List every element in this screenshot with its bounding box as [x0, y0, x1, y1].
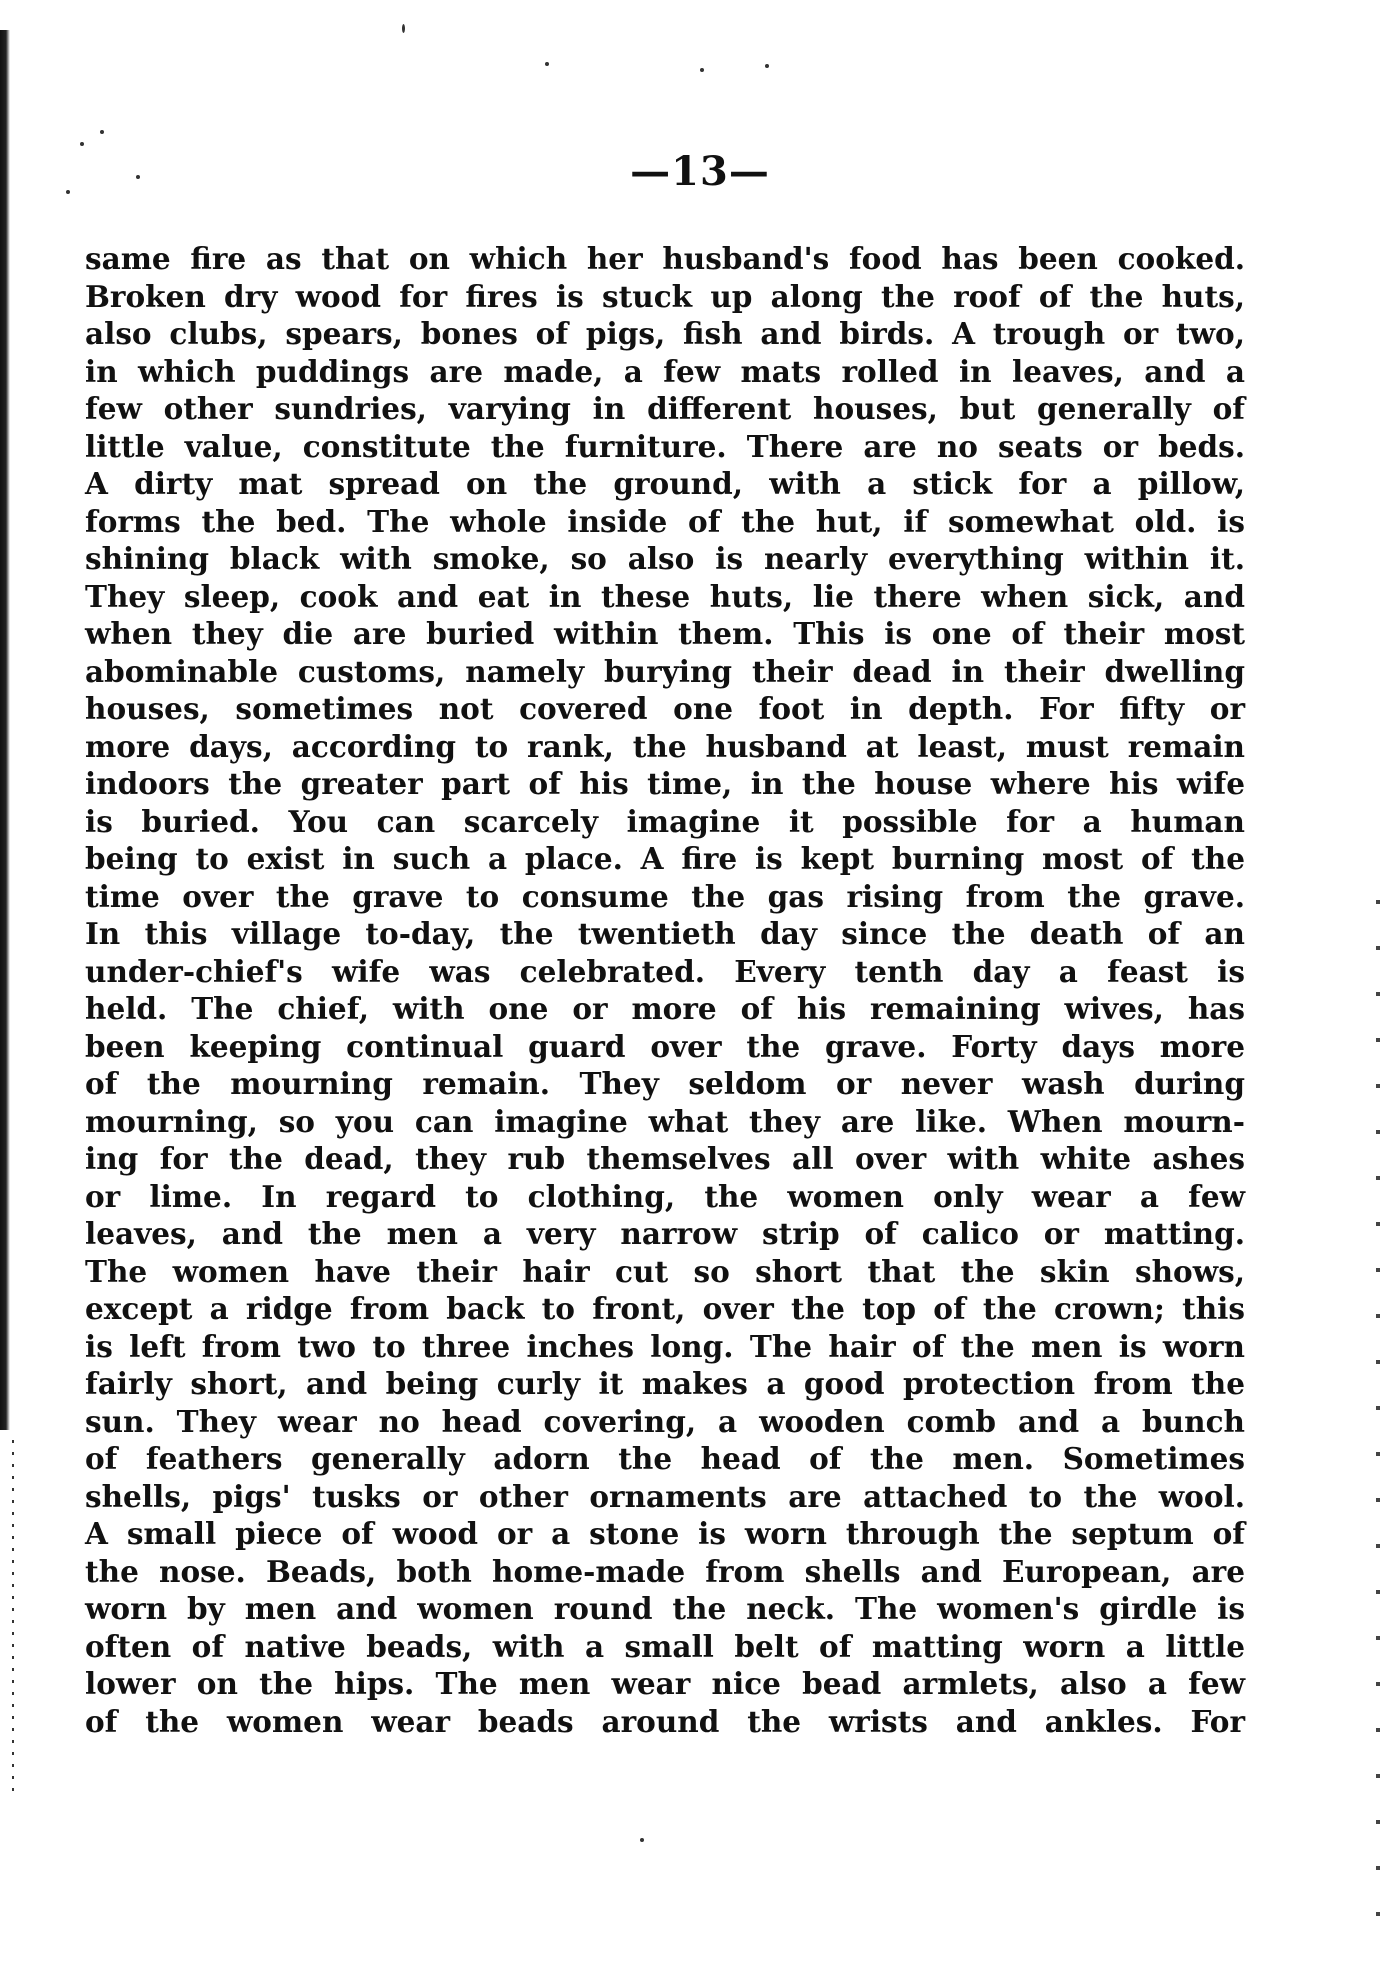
- text-line: of the mourning remain. They seldom or never wash during: [85, 1066, 1245, 1101]
- text-line: Broken dry wood for fires is stuck up along the roof of the huts,: [85, 278, 1245, 314]
- text-line: A dirty mat spread on the ground, with a stick for a pillow,: [85, 466, 1245, 501]
- text-line: same fire as that on which her husband's food has been cooked.: [85, 241, 1245, 276]
- ink-speck: [640, 1838, 644, 1842]
- text-line: is buried. You can scarcely imagine it possible for a human: [85, 803, 1245, 839]
- text-line: houses, sometimes not covered one foot in depth. For fifty or: [85, 691, 1245, 726]
- text-line: often of native beads, with a small belt of matting worn a little: [85, 1628, 1245, 1664]
- text-line: the nose. Beads, both home-made from shells and European, are: [85, 1553, 1245, 1589]
- text-line: time over the grave to consume the gas rising from the grave.: [85, 878, 1245, 914]
- ink-speck: [765, 64, 769, 68]
- text-line: few other sundries, varying in different houses, but generally of: [85, 391, 1245, 426]
- text-line: sun. They wear no head covering, a wooden comb and a bunch: [85, 1403, 1245, 1439]
- text-line: They sleep, cook and eat in these huts, lie there when sick, and: [85, 578, 1245, 614]
- text-line: been keeping continual guard over the grave. Forty days more: [85, 1028, 1245, 1064]
- text-line: A small piece of wood or a stone is worn through the septum of: [85, 1516, 1245, 1551]
- text-line: of the women wear beads around the wrists and ankles. For: [85, 1703, 1245, 1739]
- ink-speck: [80, 142, 84, 146]
- text-line: being to exist in such a place. A fire is kept burning most of the: [85, 841, 1245, 876]
- text-line: abominable customs, namely burying their dead in their dwelling: [85, 653, 1245, 689]
- text-line: forms the bed. The whole inside of the hut, if somewhat old. is: [85, 503, 1245, 539]
- text-line: under-chief's wife was celebrated. Every tenth day a feast is: [85, 953, 1245, 989]
- text-line: ing for the dead, they rub themselves all over with white ashes: [85, 1141, 1245, 1176]
- text-line: shining black with smoke, so also is nearly everything within it.: [85, 541, 1245, 576]
- text-line: in which puddings are made, a few mats rolled in leaves, and a: [85, 353, 1245, 389]
- text-line: The women have their hair cut so short that the skin shows,: [85, 1253, 1245, 1289]
- text-line: shells, pigs' tusks or other ornaments are attached to the wool.: [85, 1478, 1245, 1514]
- text-line: or lime. In regard to clothing, the women only wear a few: [85, 1178, 1245, 1214]
- text-line: is left from two to three inches long. The hair of the men is worn: [85, 1328, 1245, 1364]
- text-line: more days, according to rank, the husband at least, must remain: [85, 728, 1245, 764]
- text-line: mourning, so you can imagine what they are like. When mourn-: [85, 1103, 1245, 1139]
- text-line: In this village to-day, the twentieth day since the death of an: [85, 916, 1245, 951]
- text-line: worn by men and women round the neck. The women's girdle is: [85, 1591, 1245, 1626]
- text-line: also clubs, spears, bones of pigs, fish and birds. A trough or two,: [85, 316, 1245, 351]
- text-line: lower on the hips. The men wear nice bead armlets, also a few: [85, 1666, 1245, 1701]
- ink-speck: [402, 24, 405, 33]
- text-line: little value, constitute the furniture. There are no seats or beds.: [85, 428, 1245, 464]
- page-number: —13—: [630, 148, 770, 195]
- text-line: leaves, and the men a very narrow strip of calico or matting.: [85, 1216, 1245, 1251]
- text-line: when they die are buried within them. This is one of their most: [85, 616, 1245, 651]
- right-edge-specks: [1376, 900, 1380, 1950]
- ink-speck: [100, 130, 104, 134]
- body-text: [85, 240, 1245, 1740]
- text-line: except a ridge from back to front, over the top of the crown; this: [85, 1291, 1245, 1326]
- text-line: held. The chief, with one or more of his remaining wives, has: [85, 991, 1245, 1026]
- text-line: of feathers generally adorn the head of the men. Sometimes: [85, 1441, 1245, 1476]
- ink-speck: [700, 68, 704, 72]
- page-binding-edge: [0, 30, 10, 1430]
- text-line: fairly short, and being curly it makes a good protection from the: [85, 1366, 1245, 1401]
- ink-speck: [545, 62, 549, 66]
- page-edge-marks: [12, 1440, 14, 1800]
- text-line: indoors the greater part of his time, in the house where his wife: [85, 766, 1245, 801]
